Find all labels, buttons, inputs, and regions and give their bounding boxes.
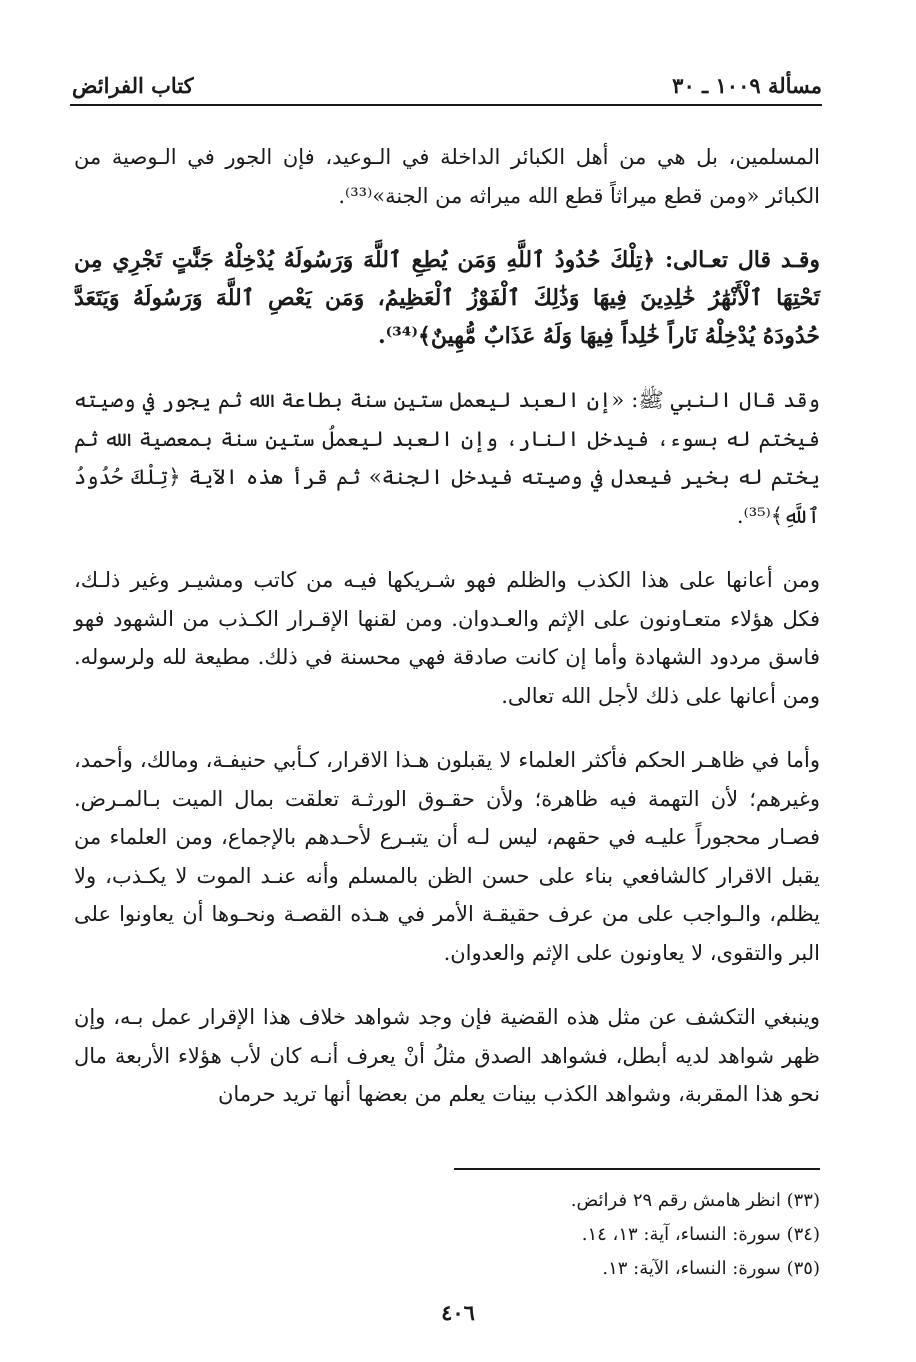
footnote-rule [454, 1168, 820, 1170]
footnote: (٣٣) انظر هامش رقم ٢٩ فرائض. [570, 1190, 820, 1211]
footnotes [74, 1184, 820, 1286]
footnote: (٣٤) سورة: النساء، آية: ١٣، ١٤. [581, 1224, 820, 1245]
paragraph: وقد قال النبي ﷺ: «إن العبد ليعمل ستين سنة بطاعة الله ثم يجور في وصيته فيختم له بسوء، فيدخل النار، وإن العبد ليعملُ ستين سنة بمعصية الله ثم يختم له بخير فيعدل في وصيته فيدخل الجنة» ثم قرأ هذه الآية ﴿تِلْكَ حُدُودُ ٱللَّهِ﴾⁽³⁵⁾. [74, 388, 820, 528]
paragraph: المسلمين، بل هي من أهل الكبائر الداخلة في الـوعيد، فإن الجور في الـوصية من الكبائر «ومن قطع ميراثاً قطع الله ميراثه من الجنة»⁽³³⁾. [74, 145, 820, 208]
header-rule [70, 104, 822, 106]
page-number: ٤٠٦ [441, 1300, 475, 1325]
paragraph: ومن أعانها على هذا الكذب والظلم فهو شـريكها فيـه من كاتب ومشيـر وغير ذلـك، فكل هؤلاء متعـاونون على الإثم والعـدوان. ومن لقنها الإقـرار الكـذب من الشهود فهو فاسق مردود الشهادة وأما إن كانت صادقة فهي محسنة في ذلك. مطيعة لله ولرسوله. ومن أعانها على ذلك لأجل الله تعالى. [74, 568, 820, 708]
paragraph: وأما في ظاهـر الحكم فأكثر العلماء لا يقبلون هـذا الاقرار، كـأبي حنيفـة، ومالك، وأحمد، وغيرهم؛ لأن التهمة فيه ظاهرة؛ ولأن حقـوق الورثـة تعلقت بمال الميت بـالمـرض. فصـار محجوراً عليـه في حقهم، ليس لـه أن يتبـرع لأحـدهم بالإجماع، ومن العلماء من يقبل الاقرار كالشافعي بناء على حسن الظن بالمسلم وأنه عنـد الموت لا يكـذب، ولا يظلم، والـواجب على من عرف حقيقـة الأمر في هـذه القصـة ونحـوها أن يعاونوا على البر والتقوى، لا يعاونون على الإثم والعدوان. [74, 748, 820, 965]
running-header [72, 64, 822, 98]
body-text [74, 138, 820, 1140]
footnote: (٣٥) سورة: النساء، الآية: ١٣. [602, 1258, 820, 1279]
paragraph: وينبغي التكشف عن مثل هذه القضية فإن وجد شواهد خلاف هذا الإقرار عمل بـه، وإن ظهر شواهد لديه أبطل، فشواهد الصدق مثلُ أنْ يعرف أنـه كان لأب هؤلاء الأربعة مال نحو هذا المقربة، وشواهد الكذب بينات يعلم من بعضها أنها تريد حرمان [74, 1005, 820, 1106]
section-title: مسألة ١٠٠٩ ـ ٣٠ [672, 73, 822, 98]
chapter-title: كتاب الفرائض [72, 73, 194, 98]
paragraph-quran-verse: وقـد قال تعـالى: ﴿تِلْكَ حُدُودُ ٱللَّهِ وَمَن يُطِعِ ٱللَّهَ وَرَسُولَهُ يُدْخِلْهُ جَنَّٰتٍ تَجْرِي مِن تَحْتِهَا ٱلْأَنْهَٰرُ خَٰلِدِينَ فِيهَا وَذَٰلِكَ ٱلْفَوْزُ ٱلْعَظِيمُ، وَمَن يَعْصِ ٱللَّهَ وَرَسُولَهُ وَيَتَعَدَّ حُدُودَهُ يُدْخِلْهُ نَاراً خَٰلِداً فِيهَا وَلَهُ عَذَابٌ مُّهِينٌ﴾⁽³⁴⁾. [74, 247, 820, 349]
